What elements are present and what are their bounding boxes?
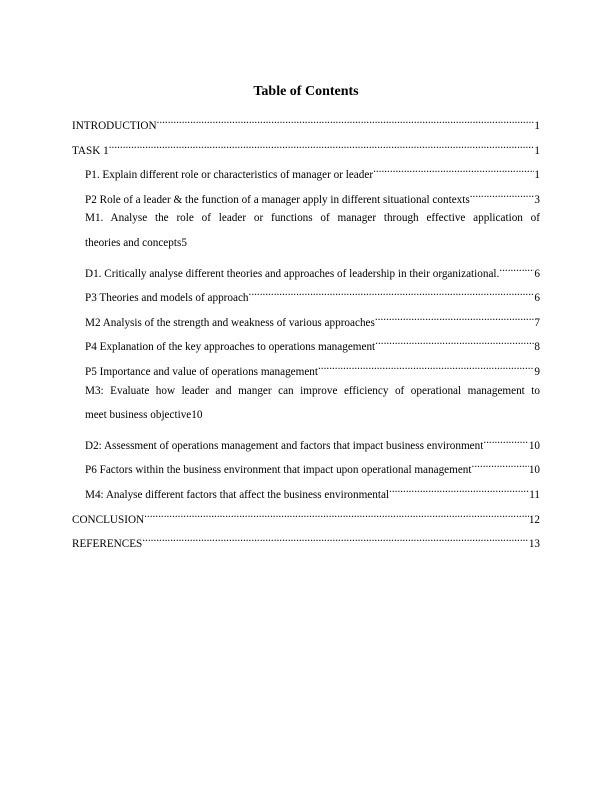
toc-entry-task-1[interactable] (72, 136, 540, 161)
toc-entry-p1[interactable] (72, 160, 540, 185)
toc-entry-label-line-1: M1. Analyse the role of leader or functions of manager through effective application of (85, 212, 540, 225)
toc-entry-m2[interactable] (72, 308, 540, 333)
toc-entry-label: REFERENCES (72, 538, 143, 551)
toc-leader-dots (499, 259, 534, 277)
toc-entry-label: CONCLUSION (72, 513, 145, 526)
toc-entry-label: P1. Explain different role or characteristics of manager or leader (85, 169, 374, 182)
page-title: Table of Contents (253, 84, 359, 99)
toc-entry-m1[interactable] (72, 209, 540, 258)
toc-page-number: 1 (534, 144, 540, 157)
toc-page-number: 1 (534, 120, 540, 132)
toc-entry-label: M4: Analyse different factors that affect the business environmental (85, 488, 390, 501)
toc-entry-label: P3 Theories and models of approach (85, 292, 249, 305)
toc-page-number: 10 (528, 464, 540, 477)
toc-leader-dots (249, 283, 535, 301)
toc-leader-dots (472, 455, 529, 473)
toc-page-number: 10 (191, 409, 203, 422)
toc-entry-label: D2: Assessment of operations management and factors that impact business environment (85, 439, 484, 452)
toc-entry-p3[interactable] (72, 283, 540, 308)
toc-entry-label: TASK 1 (72, 144, 109, 157)
toc-entry-label: P4 Explanation of the key approaches to operations management (85, 341, 376, 354)
toc-leader-dots (470, 185, 535, 203)
toc-leader-dots (144, 505, 529, 523)
toc-leader-dots (157, 111, 535, 129)
toc-entry-introduction[interactable] (72, 111, 540, 136)
toc-entry-references[interactable] (72, 529, 540, 554)
toc-leader-dots (375, 308, 535, 326)
toc-page-number: 12 (528, 513, 540, 526)
toc-leader-dots (318, 357, 534, 375)
toc-entry-conclusion[interactable] (72, 505, 540, 530)
toc-page-number: 1 (534, 169, 540, 182)
toc-page-number: 3 (534, 193, 540, 206)
toc-entry-label-line-2: meet business objective (85, 409, 192, 422)
toc-page-number: 8 (534, 341, 540, 354)
toc-entry-d1[interactable] (72, 259, 540, 284)
toc-entry-label: INTRODUCTION (72, 120, 157, 132)
toc-page-number: 7 (534, 316, 540, 329)
toc-entry-d2[interactable] (72, 431, 540, 456)
toc-leader-dots (109, 136, 535, 154)
table-of-contents (72, 111, 540, 554)
toc-page-number: 6 (534, 292, 540, 305)
toc-page-number: 11 (529, 488, 540, 501)
toc-leader-dots (373, 160, 534, 178)
toc-entry-label: P6 Factors within the business environment that impact upon operational management (85, 464, 472, 477)
toc-entry-label: D1. Critically analyse different theories and approaches of leadership in their organizational. (85, 267, 500, 280)
toc-page-number: 5 (181, 236, 187, 249)
toc-page-number: 10 (528, 439, 540, 452)
toc-leader-dots (142, 529, 529, 547)
toc-entry-p4[interactable] (72, 332, 540, 357)
toc-entry-label: M2 Analysis of the strength and weakness of various approaches (85, 316, 375, 329)
toc-entry-p6[interactable] (72, 455, 540, 480)
toc-entry-p5[interactable] (72, 357, 540, 382)
toc-entry-label: P2 Role of a leader & the function of a manager apply in different situational contexts (85, 193, 470, 206)
toc-entry-label: P5 Importance and value of operations management (85, 365, 318, 378)
toc-entry-p2[interactable] (72, 185, 540, 210)
toc-leader-dots (375, 332, 534, 350)
toc-entry-label-line-1: M3: Evaluate how leader and manger can improve efficiency of operational management to (85, 384, 540, 397)
toc-page-number: 6 (534, 267, 540, 280)
toc-entry-m4[interactable] (72, 480, 540, 505)
toc-page-number: 13 (528, 538, 540, 551)
toc-page-number: 9 (534, 365, 540, 378)
toc-entry-m3[interactable] (72, 382, 540, 431)
toc-entry-label-line-2: theories and concepts (85, 236, 182, 249)
toc-leader-dots (483, 431, 529, 449)
toc-leader-dots (389, 480, 529, 498)
